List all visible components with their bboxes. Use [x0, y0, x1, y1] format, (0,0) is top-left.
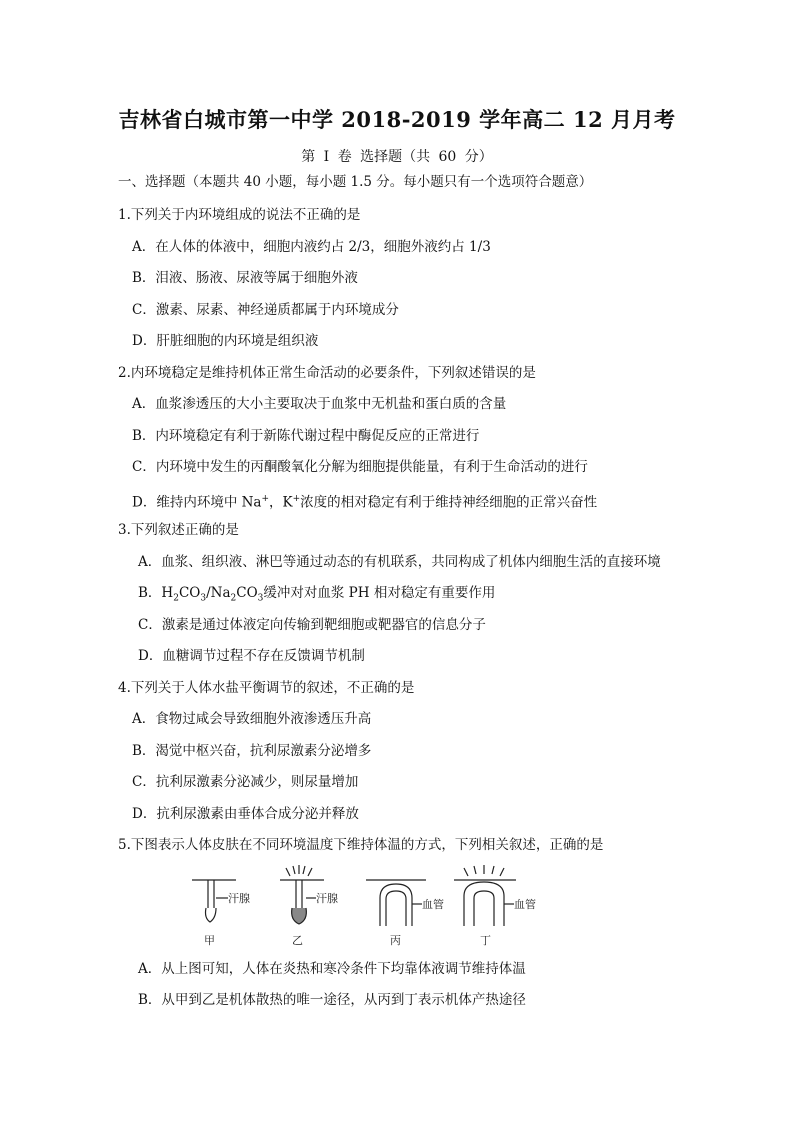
- vessel-outer: [380, 884, 412, 926]
- question-2-option-c: C．内环境中发生的丙酮酸氧化分解为细胞提供能量，有利于生命活动的进行: [132, 459, 588, 475]
- label-blood-vessel-1: 血管: [422, 897, 444, 911]
- panel-label-bing: 丙: [390, 933, 401, 947]
- question-1-option-a: A．在人体的体液中，细胞内液约占 2/3，细胞外液约占 1/3: [132, 238, 491, 255]
- exam-title: 吉林省白城市第一中学 2018-2019 学年高二 12 月月考: [118, 107, 676, 132]
- question-2-option-a: A．血浆渗透压的大小主要取决于血浆中无机盐和蛋白质的含量: [132, 396, 507, 412]
- question-4-option-c: C．抗利尿激素分泌减少，则尿量增加: [132, 774, 359, 790]
- skin-thermoregulation-figure: [118, 862, 698, 954]
- gland-coil: [206, 908, 217, 922]
- question-3-option-d: D．血糖调节过程不存在反馈调节机制: [138, 648, 365, 664]
- question-2-stem: 2.内环境稳定是维持机体正常生命活动的必要条件，下列叙述错误的是: [118, 364, 536, 381]
- panel-bing-blood-vessel: [366, 880, 444, 947]
- question-3-option-c: C．激素是通过体液定向传输到靶细胞或靶器官的信息分子: [138, 616, 486, 633]
- panel-jia-sweat-gland: [192, 880, 250, 947]
- sweat-arrows: [286, 865, 312, 876]
- exam-subtitle: 第 Ⅰ 卷 选择题（共 60 分）: [301, 149, 493, 165]
- question-1-option-d: D．肝脏细胞的内环境是组织液: [132, 333, 319, 349]
- question-5-option-b: B．从甲到乙是机体散热的唯一途径，从丙到丁表示机体产热途径: [138, 992, 526, 1008]
- label-blood-vessel-2: 血管: [514, 897, 536, 911]
- heat-arrows: [464, 865, 504, 876]
- question-3-option-a: A．血浆、组织液、淋巴等通过动态的有机联系，共同构成了机体内细胞生活的直接环境: [138, 553, 661, 570]
- vessel-inner: [386, 891, 406, 926]
- skin-diagram: [190, 864, 550, 952]
- label-sweat-gland-2: 汗腺: [316, 891, 338, 905]
- panel-label-jia: 甲: [204, 933, 215, 947]
- label-sweat-gland-1: 汗腺: [228, 891, 250, 905]
- vessel-outer: [464, 882, 504, 926]
- question-4-stem: 4.下列关于人体水盐平衡调节的叙述，不正确的是: [118, 679, 415, 696]
- question-5-option-a: A．从上图可知，人体在炎热和寒冷条件下均靠体液调节维持体温: [138, 960, 526, 977]
- vessel-inner: [474, 891, 494, 926]
- gland-duct: [296, 880, 302, 908]
- panel-yi-sweat-gland: [280, 865, 338, 947]
- gland-duct: [208, 880, 214, 908]
- panel-ding-blood-vessel: [454, 865, 536, 947]
- question-4-option-d: D．抗利尿激素由垂体合成分泌并释放: [132, 805, 359, 822]
- section-heading: 一、选择题（本题共 40 小题，每小题 1.5 分。每小题只有一个选项符合题意）: [118, 174, 593, 190]
- question-2-option-d: D．维持内环境中 Na+，K+浓度的相对稳定有利于维持神经细胞的正常兴奋性: [132, 493, 598, 510]
- question-4-option-a: A．食物过咸会导致细胞外液渗透压升高: [132, 711, 372, 727]
- panel-label-ding: 丁: [480, 933, 491, 947]
- question-1-option-b: B．泪液、肠液、尿液等属于细胞外液: [132, 270, 358, 286]
- question-3-stem: 3.下列叙述正确的是: [118, 522, 239, 538]
- gland-coil-filled: [292, 908, 307, 924]
- question-4-option-b: B．渴觉中枢兴奋，抗利尿激素分泌增多: [132, 742, 372, 759]
- question-1-option-c: C．激素、尿素、神经递质都属于内环境成分: [132, 301, 399, 318]
- question-3-option-b: B．$H_2CO_3/Na_2CO_3$缓冲对对血浆 PH 相对稳定有重要作用: [138, 585, 496, 604]
- question-5-stem: 5.下图表示人体皮肤在不同环境温度下维持体温的方式，下列相关叙述，正确的是: [118, 837, 604, 853]
- question-2-option-b: B．内环境稳定有利于新陈代谢过程中酶促反应的正常进行: [132, 427, 480, 444]
- question-1-stem: 1.下列关于内环境组成的说法不正确的是: [118, 207, 361, 223]
- question-list: [118, 200, 698, 1017]
- panel-label-yi: 乙: [292, 933, 303, 947]
